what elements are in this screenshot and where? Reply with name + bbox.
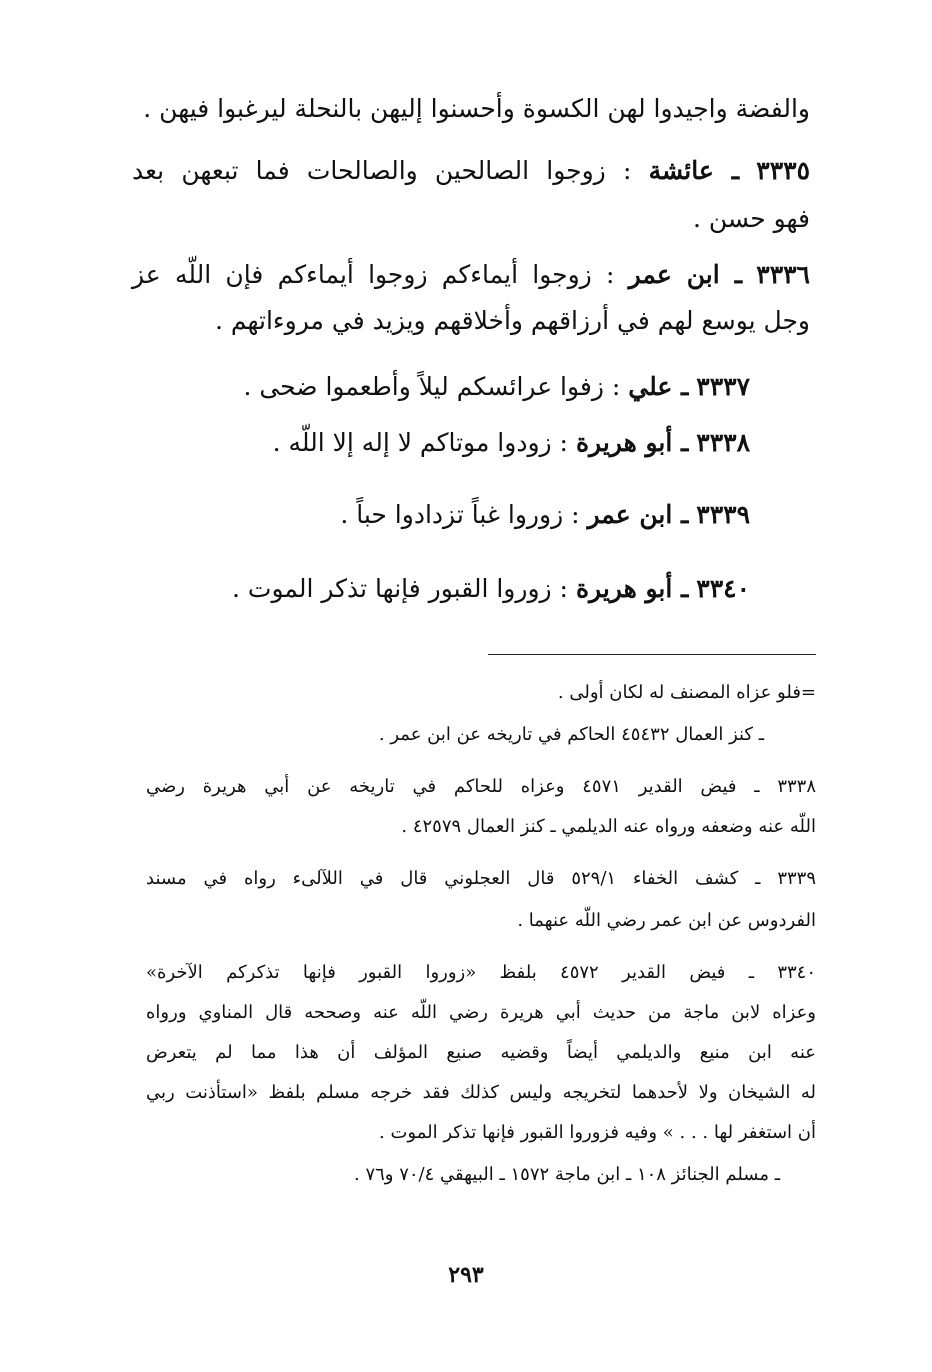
hadith-number: ٣٣٤٠	[696, 574, 750, 603]
main-text-line: وجل يوسع لهم في أرزاقهم وأخلاقهم ويزيد في مروءاتهم .	[214, 306, 810, 335]
hadith-entry-3340: ٣٣٤٠ ـ أبو هريرة : زوروا القبور فإنها تذكر الموت .	[232, 574, 750, 603]
footnote-line: ـ مسلم الجنائز ١٠٨ ـ ابن ماجة ١٥٧٢ ـ البيهقي ٧٠/٤ و٧٦ .	[353, 1164, 780, 1185]
narrator-name: عائشة	[648, 156, 714, 185]
hadith-text: زفوا عرائسكم ليلاً وأطعموا ضحى .	[243, 372, 604, 401]
hadith-entry-3337: ٣٣٣٧ ـ علي : زفوا عرائسكم ليلاً وأطعموا ضحى .	[243, 372, 750, 401]
footnote-line: وعزاه لابن ماجة من حديث أبي هريرة رضي اللّه عنه وصححه قال المناوي ورواه	[146, 1002, 816, 1023]
narrator-name: أبو هريرة	[575, 574, 673, 603]
hadith-text: زوروا غباً تزدادوا حباً .	[340, 500, 564, 529]
footnote-line: ـ كنز العمال ٤٥٤٣٢ الحاكم في تاريخه عن ابن عمر .	[378, 724, 764, 745]
footnote-line: اللّه عنه وضعفه ورواه عنه الديلمي ـ كنز العمال ٤٢٥٧٩ .	[401, 816, 816, 837]
footnote-line: الفردوس عن ابن عمر رضي اللّه عنهما .	[517, 910, 816, 931]
hadith-entry-3338: ٣٣٣٨ ـ أبو هريرة : زودوا موتاكم لا إله إلا اللّه .	[272, 428, 750, 457]
hadith-text: زوجوا أيماءكم زوجوا أيماءكم فإن اللّه عز	[132, 260, 592, 289]
hadith-entry-3335: ٣٣٣٥ ـ عائشة : زوجوا الصالحين والصالحات فما تبعهن بعد	[132, 156, 810, 185]
footnote-line: =فلو عزاه المصنف له لكان أولى .	[557, 682, 816, 703]
hadith-entry-3336: ٣٣٣٦ ـ ابن عمر : زوجوا أيماءكم زوجوا أيماءكم فإن اللّه عز	[132, 260, 810, 289]
narrator-name: ابن عمر	[587, 500, 673, 529]
main-text-line: والفضة واجيدوا لهن الكسوة وأحسنوا إليهن بالنحلة ليرغبوا فيهن .	[143, 94, 810, 123]
footnote-line: أن استغفر لها . . . » وفيه فزوروا القبور فإنها تذكر الموت .	[379, 1122, 816, 1143]
hadith-number: ٣٣٣٦	[756, 260, 810, 289]
hadith-number: ٣٣٣٨	[696, 428, 750, 457]
narrator-name: علي	[628, 372, 673, 401]
hadith-text: زوجوا الصالحين والصالحات فما تبعهن بعد	[132, 156, 606, 185]
narrator-name: ابن عمر	[628, 260, 720, 289]
footnote-line: عنه ابن منيع والديلمي أيضاً وقضيه صنيع المؤلف أن هذا مما لم يتعرض	[146, 1042, 816, 1063]
narrator-name: أبو هريرة	[575, 428, 673, 457]
footnote-line: ٣٣٤٠ ـ فيض القدير ٤٥٧٢ بلفظ «زوروا القبور فإنها تذكركم الآخرة»	[146, 962, 816, 983]
footnote-separator	[488, 654, 816, 655]
hadith-number: ٣٣٣٧	[696, 372, 750, 401]
footnote-line: له الشيخان ولا لأحدهما لتخريجه وليس كذلك فقد خرجه مسلم بلفظ «استأذنت ربي	[146, 1082, 816, 1103]
hadith-text: زوروا القبور فإنها تذكر الموت .	[232, 574, 552, 603]
hadith-number: ٣٣٣٥	[756, 156, 810, 185]
footnote-line: ٣٣٣٨ ـ فيض القدير ٤٥٧١ وعزاه للحاكم في تاريخه عن أبي هريرة رضي	[146, 776, 816, 797]
main-text-line: فهو حسن .	[692, 204, 810, 233]
footnote-line: ٣٣٣٩ ـ كشف الخفاء ٥٢٩/١ قال العجلوني قال في اللآلىء رواه في مسند	[146, 868, 817, 889]
hadith-text: زودوا موتاكم لا إله إلا اللّه .	[272, 428, 552, 457]
hadith-entry-3339: ٣٣٣٩ ـ ابن عمر : زوروا غباً تزدادوا حباً .	[340, 500, 750, 529]
hadith-number: ٣٣٣٩	[696, 500, 750, 529]
page-number: ٢٩٣	[448, 1262, 484, 1288]
